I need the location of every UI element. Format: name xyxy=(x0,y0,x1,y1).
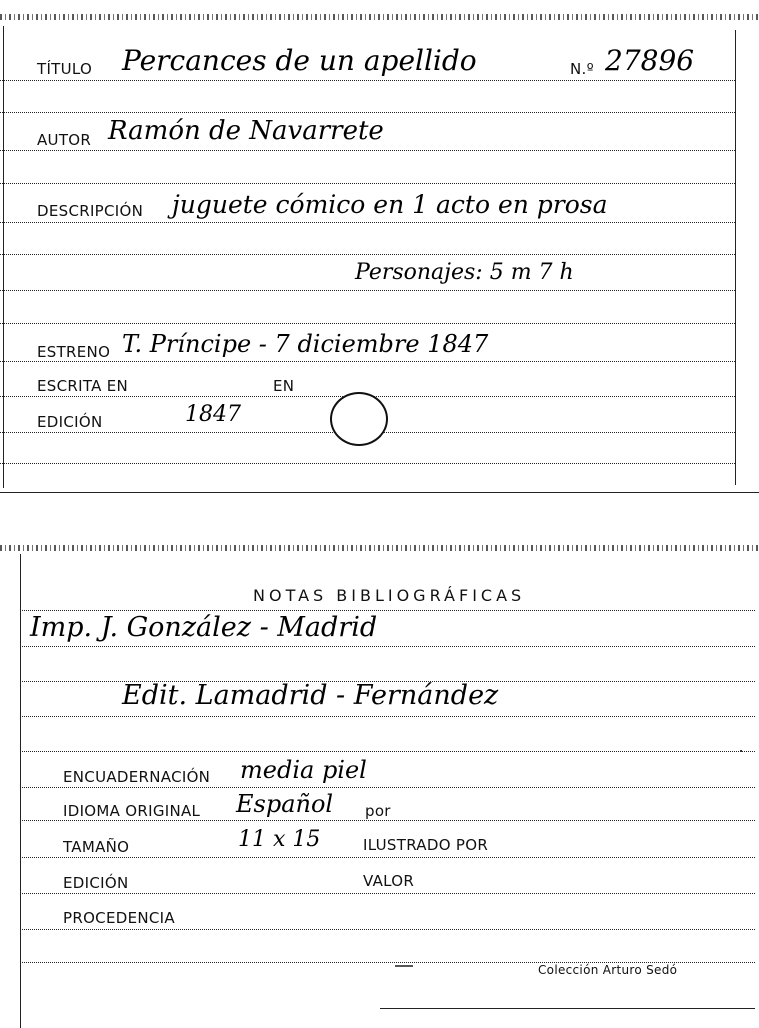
card-torn-edge xyxy=(0,14,759,20)
card-torn-edge xyxy=(0,545,759,551)
procedencia-label: PROCEDENCIA xyxy=(63,909,175,927)
rule-line xyxy=(20,893,755,894)
punch-hole xyxy=(330,392,388,446)
rule-line xyxy=(0,222,735,223)
idioma-label: IDIOMA ORIGINAL xyxy=(63,802,201,820)
por-label: por xyxy=(365,802,391,820)
rule-line xyxy=(20,857,755,858)
descripcion-value: juguete cómico en 1 acto en prosa xyxy=(172,190,608,219)
edicion-label: EDICIÓN xyxy=(37,413,103,431)
encuadernacion-value: media piel xyxy=(240,756,367,784)
edicion-label-2: EDICIÓN xyxy=(63,874,129,892)
rule-line xyxy=(0,323,735,324)
tamano-value: 11 x 15 xyxy=(238,827,321,852)
rule-line xyxy=(0,150,735,151)
rule-line xyxy=(20,751,755,752)
numero-value: 27896 xyxy=(605,44,695,77)
estreno-value: T. Príncipe - 7 diciembre 1847 xyxy=(122,330,489,358)
numero-label: N.º xyxy=(570,60,594,78)
tamano-label: TAMAÑO xyxy=(63,838,130,856)
descripcion-value-2: Personajes: 5 m 7 h xyxy=(355,260,574,285)
rule-line xyxy=(0,112,735,113)
rule-line xyxy=(20,716,755,717)
rule-line xyxy=(0,361,735,362)
rule-line xyxy=(20,929,755,930)
speck xyxy=(740,750,742,752)
rule-line xyxy=(0,463,735,464)
titulo-value: Percances de un apellido xyxy=(122,44,477,77)
rule-line xyxy=(20,787,755,788)
autor-label: AUTOR xyxy=(37,131,92,149)
speck xyxy=(395,965,413,967)
rule-line xyxy=(0,290,735,291)
autor-value: Ramón de Navarrete xyxy=(108,116,384,146)
card-bottom-edge xyxy=(0,492,759,493)
notas-heading: NOTAS BIBLIOGRÁFICAS xyxy=(253,586,526,605)
escrita-label: ESCRITA EN xyxy=(37,377,129,395)
nota-line-1: Imp. J. González - Madrid xyxy=(30,612,378,643)
card-right-edge xyxy=(735,30,736,485)
rule-line xyxy=(20,820,755,821)
ilustrado-label: ILUSTRADO POR xyxy=(363,836,489,854)
catalog-card-front xyxy=(0,0,759,495)
rule-line xyxy=(0,80,735,81)
idioma-value: Español xyxy=(236,790,334,818)
rule-line xyxy=(20,610,755,611)
edicion-value: 1847 xyxy=(185,402,241,427)
coleccion-stamp: Colección Arturo Sedó xyxy=(538,963,678,977)
rule-line xyxy=(380,1008,755,1009)
valor-label: VALOR xyxy=(363,872,415,890)
titulo-label: TÍTULO xyxy=(37,60,93,78)
en-label: EN xyxy=(273,377,295,395)
card-left-edge xyxy=(3,26,4,488)
estreno-label: ESTRENO xyxy=(37,343,111,361)
rule-line xyxy=(0,254,735,255)
card-left-edge xyxy=(20,554,21,1028)
encuadernacion-label: ENCUADERNACIÓN xyxy=(63,768,211,786)
rule-line xyxy=(0,183,735,184)
descripcion-label: DESCRIPCIÓN xyxy=(37,202,144,220)
rule-line xyxy=(20,646,755,647)
catalog-card-back xyxy=(0,540,759,1028)
nota-line-2: Edit. Lamadrid - Fernández xyxy=(122,680,499,711)
